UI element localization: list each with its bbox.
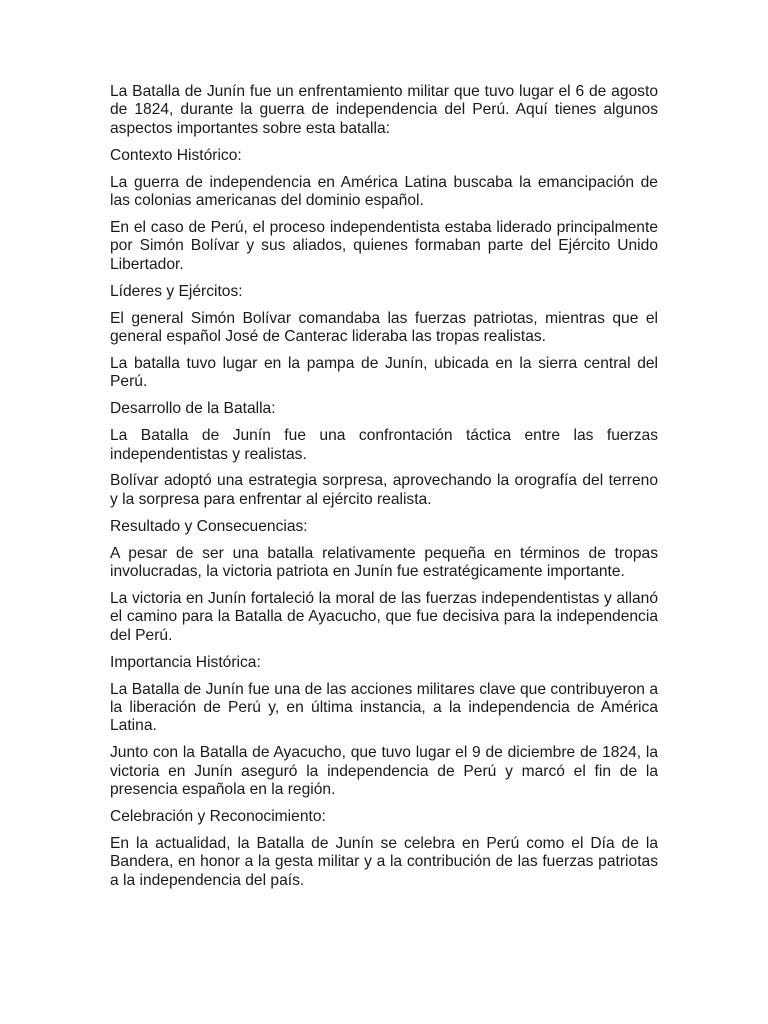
body-paragraph: El general Simón Bolívar comandaba las fuerzas patriotas, mientras que el general español José de Canterac lideraba las tropas realistas. xyxy=(110,309,658,345)
section-heading-resultado: Resultado y Consecuencias: xyxy=(110,517,308,535)
body-paragraph: A pesar de ser una batalla relativamente pequeña en términos de tropas involucradas, la victoria patriota en Junín fue estratégicamente importante. xyxy=(110,544,658,581)
section-heading-desarrollo: Desarrollo de la Batalla: xyxy=(110,400,276,418)
section-heading-contexto: Contexto Histórico: xyxy=(110,146,242,164)
body-paragraph: Junto con la Batalla de Ayacucho, que tuvo lugar el 9 de diciembre de 1824, la victoria en Junín aseguró la independencia de Perú y marcó el fin de la presencia española en la región. xyxy=(110,744,658,799)
body-paragraph: La batalla tuvo lugar en la pampa de Junín, ubicada en la sierra central del Perú. xyxy=(110,354,658,391)
section-heading-celebracion: Celebración y Reconocimiento: xyxy=(110,808,326,825)
section-heading-lideres: Líderes y Ejércitos: xyxy=(110,282,243,300)
intro-paragraph: La Batalla de Junín fue un enfrentamiento militar que tuvo lugar el 6 de agosto de 1824, durante la guerra de independencia del Perú. Aquí tienes algunos aspectos importantes sobre esta batalla: xyxy=(110,83,658,137)
body-paragraph: En el caso de Perú, el proceso independentista estaba liderado principalmente por Simón Bolívar y sus aliados, quienes formaban parte del Ejército Unido Libertador. xyxy=(110,218,658,273)
body-paragraph: La victoria en Junín fortaleció la moral de las fuerzas independentistas y allanó el camino para la Batalla de Ayacucho, que fue decisiva para la independencia del Perú. xyxy=(110,589,658,644)
body-paragraph: La Batalla de Junín fue una confrontación táctica entre las fuerzas independentistas y realistas. xyxy=(110,427,658,463)
section-heading-importancia: Importancia Histórica: xyxy=(110,653,261,671)
body-paragraph: La Batalla de Junín fue una de las acciones militares clave que contribuyeron a la liberación de Perú y, en última instancia, a la independencia de América Latina. xyxy=(110,680,658,735)
body-paragraph: Bolívar adoptó una estrategia sorpresa, aprovechando la orografía del terreno y la sorpresa para enfrentar al ejército realista. xyxy=(110,472,658,508)
body-paragraph: La guerra de independencia en América Latina buscaba la emancipación de las colonias americanas del dominio español. xyxy=(110,173,658,210)
body-paragraph: En la actualidad, la Batalla de Junín se celebra en Perú como el Día de la Bandera, en honor a la gesta militar y a la contribución de las fuerzas patriotas a la independencia del país. xyxy=(110,834,658,889)
